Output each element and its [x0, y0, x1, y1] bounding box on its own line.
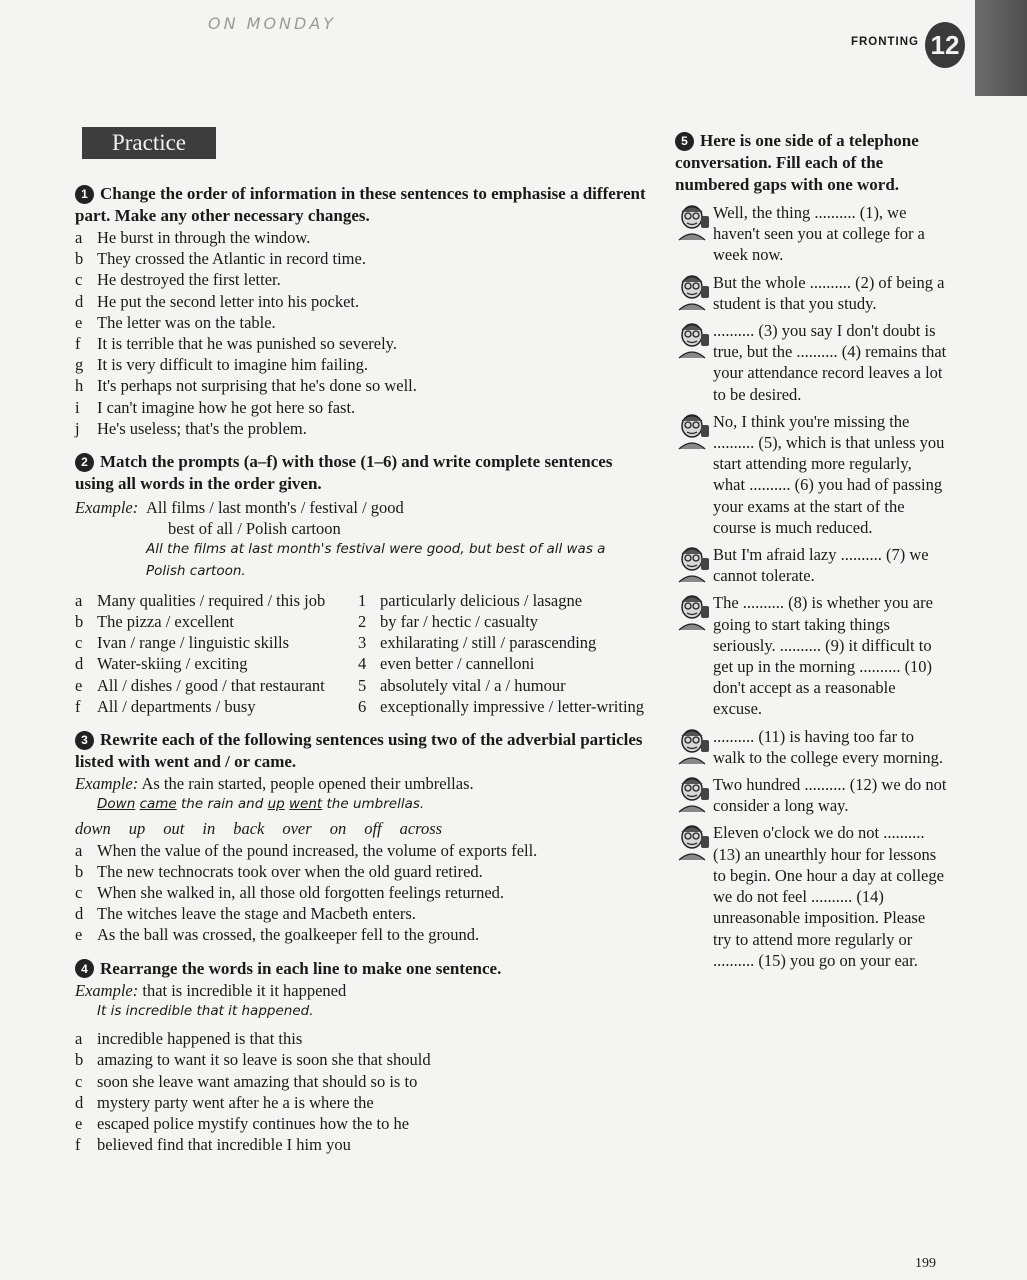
item-text: All / departments / busy [97, 696, 256, 716]
exercise-4-example [75, 980, 647, 1001]
item-text: exceptionally impressive / letter-writing [380, 696, 645, 716]
item-text: Ivan / range / linguistic skills [97, 633, 290, 653]
particle-word: out [163, 819, 185, 839]
prompt-item [75, 632, 358, 653]
item-letter: g [75, 355, 84, 375]
speech-line [675, 544, 950, 586]
speech-line [675, 411, 950, 538]
particle-list [75, 818, 647, 839]
particle-word: over [282, 819, 312, 839]
particle-word: up [128, 819, 146, 839]
item-text: He put the second letter into his pocket. [97, 291, 360, 311]
item-letter: 1 [358, 590, 367, 610]
item-letter: f [75, 1135, 81, 1155]
sentence-item [75, 1092, 647, 1113]
speech-text: .......... (11) is having too far to walk to the college every morning. [713, 726, 944, 767]
item-text: It is terrible that he was punished so severely. [97, 334, 397, 354]
item-letter: d [75, 1092, 84, 1112]
prompt-item [358, 611, 647, 632]
speaker-phone-icon [675, 320, 713, 360]
prompt-item [75, 653, 358, 674]
item-letter: j [75, 418, 80, 438]
chapter-tab [975, 0, 1027, 96]
section-title: Practice [82, 127, 216, 159]
prompt-item [358, 590, 647, 611]
conversation [675, 202, 950, 971]
item-letter: f [75, 334, 81, 354]
item-text: escaped police mystify continues how the to he [97, 1113, 410, 1133]
item-text: absolutely vital / a / humour [380, 675, 566, 695]
item-text: The new technocrats took over when the old guard retired. [97, 861, 483, 881]
exercise-4-heading [75, 958, 647, 980]
exercise-5-heading [675, 130, 950, 196]
prompt-item [75, 611, 358, 632]
item-text: The pizza / excellent [97, 612, 234, 632]
answer-word: the umbrellas. [326, 796, 425, 813]
speech-line [675, 726, 950, 768]
item-letter: c [75, 270, 83, 290]
sentence-item [75, 269, 647, 290]
prompt-item [75, 675, 358, 696]
particle-word: on [329, 819, 347, 839]
exercise-3-heading [75, 729, 647, 773]
particle-word: in [202, 819, 216, 839]
speech-text: Eleven o'clock we do not .......... (13) an unearthly hour for lessons to begin. One hour a day at college we do not feel .......... (14) unreasonable imposition. Please try to attend more regularly or .......... (15) you go on your ear. [713, 823, 944, 970]
exercise-number-badge: 3 [75, 731, 94, 750]
sentence-item [75, 1113, 647, 1134]
speaker-phone-icon [675, 774, 713, 814]
speech-text: Well, the thing .......... (1), we haven't seen you at college for a week now. [713, 203, 925, 265]
particle-word: off [364, 819, 382, 839]
item-text: He burst in through the window. [97, 228, 311, 247]
speaker-phone-icon [675, 544, 713, 584]
example-text: that is incredible it it happened [142, 980, 347, 1000]
exercise-5-instruction: Here is one side of a telephone conversation. Fill each of the numbered gaps with one word. [675, 131, 919, 194]
answer-word: Down [97, 796, 136, 813]
item-letter: c [75, 633, 83, 653]
handwritten-note: ON MONDAY [208, 14, 337, 33]
item-letter: h [75, 376, 84, 396]
item-text: mystery party went after he a is where the [97, 1092, 374, 1112]
exercise-2-example [75, 497, 647, 582]
sentence-item [75, 248, 647, 269]
prompt-item [358, 632, 647, 653]
answer-word: went [289, 796, 323, 813]
exercise-number-badge: 5 [675, 132, 694, 151]
sentence-item [75, 924, 647, 945]
speech-text: .......... (3) you say I don't doubt is true, but the .......... (4) remains that your attendance record leaves a lot to be desired. [713, 321, 947, 404]
speech-line [675, 822, 950, 970]
item-text: incredible happened is that this [97, 1029, 303, 1049]
speaker-phone-icon [675, 202, 713, 242]
speaker-phone-icon [675, 272, 713, 312]
item-letter: 3 [358, 633, 367, 653]
answer-word: came [139, 796, 177, 813]
speech-text: No, I think you're missing the .......... (5), which is that unless you start attending more regularly, what .......... (6) you had of passing your exams at the start of the course is much reduced. [713, 411, 945, 537]
item-letter: e [75, 312, 83, 332]
item-text: amazing to want it so leave is soon she that should [97, 1050, 431, 1070]
item-letter: e [75, 675, 83, 695]
exercise-number-badge: 4 [75, 959, 94, 978]
item-text: The witches leave the stage and Macbeth enters. [97, 904, 416, 924]
example-answer: All the films at last month's festival were good, but best of all was a Polish cartoon. [146, 541, 606, 579]
sentence-item [75, 903, 647, 924]
item-letter: a [75, 840, 83, 860]
prompts-a-f [75, 590, 358, 717]
sentence-item [75, 882, 647, 903]
speech-text: Two hundred .......... (12) we do not consider a long way. [713, 775, 947, 816]
item-letter: b [75, 612, 84, 632]
speaker-phone-icon [675, 726, 713, 766]
item-text: Many qualities / required / this job [97, 590, 326, 610]
speech-line [675, 272, 950, 314]
item-text: It's perhaps not surprising that he's done so well. [97, 376, 417, 396]
page-number: 199 [915, 1256, 936, 1271]
chapter-number-badge: 12 [925, 22, 965, 68]
example-label: Example: [75, 774, 139, 794]
item-text: All / dishes / good / that restaurant [97, 675, 325, 695]
sentence-item [75, 227, 647, 248]
item-text: believed find that incredible I him you [97, 1135, 351, 1155]
particle-word: down [75, 819, 111, 839]
item-letter: b [75, 249, 84, 269]
exercise-3-instruction: Rewrite each of the following sentences using two of the adverbial particles listed with went and / or came. [75, 730, 643, 772]
speech-line [675, 320, 950, 405]
exercise-number-badge: 1 [75, 185, 94, 204]
exercise-1-heading [75, 183, 647, 227]
item-text: It is very difficult to imagine him failing. [97, 355, 368, 375]
speaker-phone-icon [675, 822, 713, 862]
item-letter: i [75, 397, 80, 417]
item-letter: d [75, 291, 84, 311]
item-letter: c [75, 883, 83, 903]
sentence-item [75, 375, 647, 396]
sentence-item [75, 1028, 647, 1049]
item-text: exhilarating / still / parascending [380, 633, 597, 653]
prompt-item [75, 590, 358, 611]
item-letter: 4 [358, 654, 367, 674]
exercise-1-instruction: Change the order of information in these sentences to emphasise a different part. Make any other necessary changes. [75, 184, 646, 225]
exercise-number-badge: 2 [75, 453, 94, 472]
prompt-item [358, 675, 647, 696]
item-text: When she walked in, all those old forgotten feelings returned. [97, 883, 505, 903]
speech-text: The .......... (8) is whether you are going to start taking things seriously. .......... (9) it difficult to get up in the morning .......... (10) don't accept as a reasonable excuse. [713, 593, 933, 719]
exercise-3-items [75, 840, 647, 946]
prompt-item [75, 696, 358, 717]
sentence-item [75, 333, 647, 354]
sentence-item [75, 418, 647, 439]
sentence-item [75, 1134, 647, 1155]
exercise-4-instruction: Rearrange the words in each line to make one sentence. [100, 958, 502, 978]
item-text: When the value of the pound increased, the volume of exports fell. [97, 840, 538, 860]
item-letter: d [75, 654, 84, 674]
sentence-item [75, 312, 647, 333]
sentence-item [75, 291, 647, 312]
speaker-phone-icon [675, 592, 713, 632]
item-letter: b [75, 861, 84, 881]
item-text: even better / cannelloni [380, 654, 535, 674]
item-text: I can't imagine how he got here so fast. [97, 397, 356, 417]
sentence-item [75, 861, 647, 882]
item-text: The letter was on the table. [97, 312, 276, 332]
example-prompt: best of all / Polish cartoon [168, 519, 341, 539]
item-text: He's useless; that's the problem. [97, 418, 307, 438]
item-text: As the ball was crossed, the goalkeeper fell to the ground. [97, 925, 480, 945]
item-text: soon she leave want amazing that should so is to [97, 1071, 418, 1091]
particle-word: across [399, 819, 443, 839]
running-head: FRONTING [850, 36, 919, 48]
item-letter: e [75, 1113, 83, 1133]
right-column [675, 130, 950, 971]
example-text: As the rain started, people opened their umbrellas. [141, 774, 474, 794]
item-letter: a [75, 590, 83, 610]
item-text: They crossed the Atlantic in record time. [97, 249, 366, 269]
example-prompt: All films / last month's / festival / good [146, 498, 404, 518]
exercise-3-example [75, 773, 647, 794]
sentence-item [75, 840, 647, 861]
item-letter: a [75, 1029, 83, 1049]
item-text: He destroyed the first letter. [97, 270, 281, 290]
speaker-phone-icon [675, 411, 713, 451]
item-text: particularly delicious / lasagne [380, 590, 583, 610]
speech-line [675, 202, 950, 266]
left-column [75, 183, 647, 1155]
prompts-1-6 [358, 590, 647, 717]
answer-word: up [267, 796, 285, 813]
particle-word: back [233, 819, 265, 839]
item-letter: 2 [358, 612, 367, 632]
example-label: Example: [75, 498, 139, 518]
item-letter: e [75, 925, 83, 945]
item-letter: c [75, 1071, 83, 1091]
example-answer [75, 794, 647, 815]
speech-line [675, 592, 950, 719]
prompt-item [358, 653, 647, 674]
item-letter: f [75, 696, 81, 716]
example-answer: It is incredible that it happened. [97, 1002, 314, 1019]
answer-word: the rain and [181, 796, 264, 813]
item-text: Water-skiing / exciting [97, 654, 248, 674]
sentence-item [75, 354, 647, 375]
sentence-item [75, 1071, 647, 1092]
example-label: Example: [75, 980, 139, 1000]
exercise-2-match-table [75, 590, 647, 717]
exercise-1-items [75, 227, 647, 439]
exercise-2-heading [75, 451, 647, 495]
exercise-4-items [75, 1028, 647, 1155]
item-text: by far / hectic / casualty [380, 612, 539, 632]
exercise-2-instruction: Match the prompts (a–f) with those (1–6) and write complete sentences using all words in the order given. [75, 452, 613, 494]
item-letter: b [75, 1050, 84, 1070]
sentence-item [75, 1049, 647, 1070]
speech-text: But I'm afraid lazy .......... (7) we cannot tolerate. [713, 545, 929, 586]
item-letter: d [75, 904, 84, 924]
speech-line [675, 774, 950, 816]
prompt-item [358, 696, 647, 717]
item-letter: 5 [358, 675, 367, 695]
item-letter: a [75, 228, 83, 247]
sentence-item [75, 397, 647, 418]
speech-text: But the whole .......... (2) of being a student is that you study. [713, 272, 945, 313]
item-letter: 6 [358, 696, 367, 716]
